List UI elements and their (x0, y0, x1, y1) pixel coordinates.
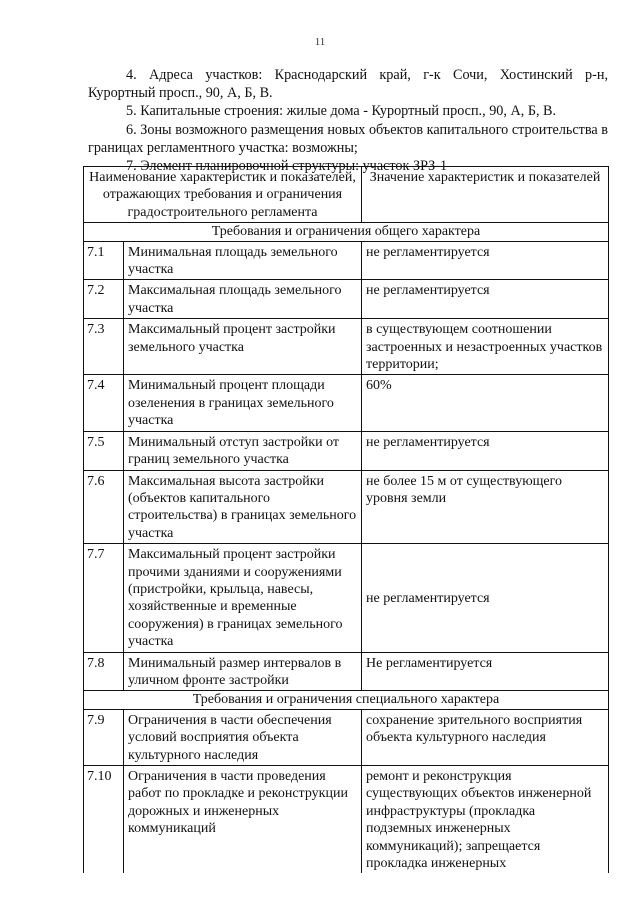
row-value: в существующем соотношении застроенных и незастроенных участков территории; (362, 319, 609, 375)
page-number: 11 (314, 36, 326, 48)
row-number: 7.7 (84, 544, 124, 652)
row-name: Минимальный размер интервалов в уличном фронте застройки (124, 652, 362, 691)
table-row (84, 280, 609, 319)
row-name: Минимальная площадь земельного участка (124, 241, 362, 280)
row-value: Не регламентируется (362, 652, 609, 691)
row-name: Минимальный процент площади озеленения в границах земельного участка (124, 375, 362, 431)
table-row (84, 375, 609, 431)
row-number: 7.6 (84, 470, 124, 544)
row-number: 7.1 (84, 241, 124, 280)
row-value: не регламентируется (362, 280, 609, 319)
row-name: Ограничения в части проведения работ по прокладке и реконструкции дорожных и инженерных коммуникаций (124, 766, 362, 874)
intro-item-zones: 6. Зоны возможного размещения новых объектов капитального строительства в границах регламентного участка: возможны; (88, 121, 608, 156)
table-row (84, 766, 609, 874)
table-row (84, 241, 609, 280)
section-title-special: Требования и ограничения специального характера (84, 691, 609, 709)
row-number: 7.8 (84, 652, 124, 691)
table-row (84, 431, 609, 470)
section-title-general: Требования и ограничения общего характера (84, 223, 609, 241)
row-number: 7.10 (84, 766, 124, 874)
header-values: Значение характеристик и показателей (362, 167, 609, 223)
table-row (84, 709, 609, 765)
regulation-table (83, 166, 609, 873)
row-value: не регламентируется (362, 431, 609, 470)
intro-item-planning-element: 7. Элемент планировочной структуры: участок ЗРЗ-1 (126, 158, 448, 175)
intro-section (88, 66, 608, 175)
row-number: 7.9 (84, 709, 124, 765)
section-row-general (84, 223, 609, 241)
table-row (84, 544, 609, 652)
row-value: 60% (362, 375, 609, 431)
row-value: не более 15 м от существующего уровня земли (362, 470, 609, 544)
row-number: 7.4 (84, 375, 124, 431)
row-name: Максимальный процент застройки земельного участка (124, 319, 362, 375)
row-name: Минимальный отступ застройки от границ земельного участка (124, 431, 362, 470)
row-number: 7.3 (84, 319, 124, 375)
intro-item-addresses: 4. Адреса участков: Краснодарский край, г-к Сочи, Хостинский р-н, Курортный просп., 90, А, Б, В. (88, 67, 608, 102)
table-header-row (84, 167, 609, 223)
row-value: не регламентируется (362, 544, 609, 652)
row-number: 7.5 (84, 431, 124, 470)
header-characteristics: Наименование характеристик и показателей, отражающих требования и ограничения градостроительного регламента (84, 167, 362, 223)
row-value: сохранение зрительного восприятия объекта культурного наследия (362, 709, 609, 765)
table-row (84, 319, 609, 375)
table-row (84, 470, 609, 544)
section-row-special (84, 691, 609, 709)
row-value: не регламентируется (362, 241, 609, 280)
table-row (84, 652, 609, 691)
row-number: 7.2 (84, 280, 124, 319)
row-name: Максимальная высота застройки (объектов капитального строительства) в границах земельного участка (124, 470, 362, 544)
row-name: Максимальная площадь земельного участка (124, 280, 362, 319)
intro-item-buildings: 5. Капитальные строения: жилые дома - Курортный просп., 90, А, Б, В. (126, 103, 557, 120)
row-value: ремонт и реконструкция существующих объектов инженерной инфраструктуры (прокладка подземных инженерных коммуникаций); запрещается прокладка инженерных (362, 766, 609, 874)
row-name: Максимальный процент застройки прочими зданиями и сооружениями (пристройки, крыльца, навесы, хозяйственные и временные сооружения) в границах земельного участка (124, 544, 362, 652)
row-name: Ограничения в части обеспечения условий восприятия объекта культурного наследия (124, 709, 362, 765)
